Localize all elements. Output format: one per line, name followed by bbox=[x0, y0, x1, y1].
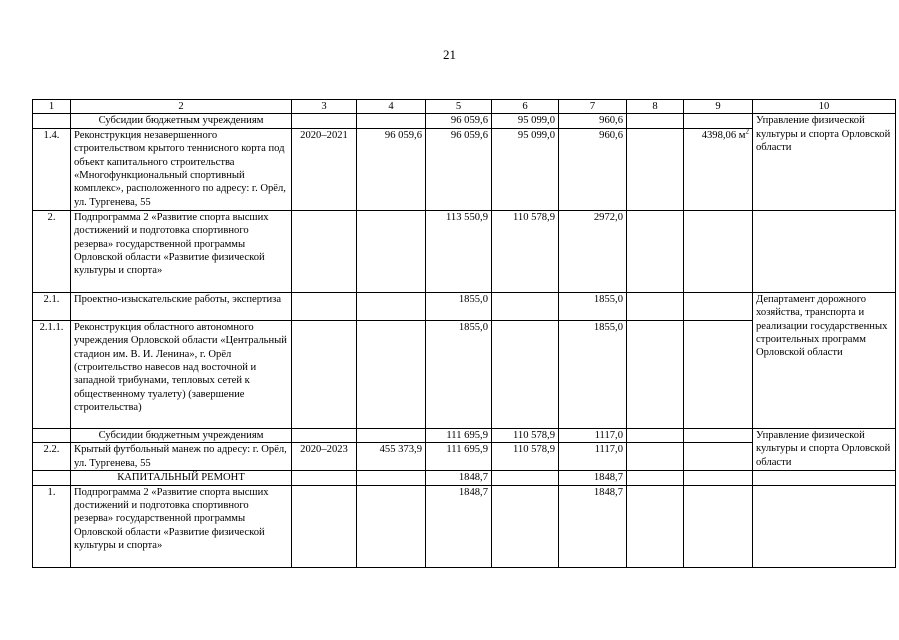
table-row bbox=[33, 114, 896, 128]
row-col6 bbox=[492, 485, 559, 567]
row-col7: 1855,0 bbox=[559, 292, 627, 320]
header-cell: 9 bbox=[684, 100, 753, 114]
row-name: Реконструкция незавершенного строительством крытого теннисного корта под объект капитального строительства «Многофункциональный спортивный комплекс», расположенного по адресу: г. Орёл, ул. Тургенева, 55 bbox=[71, 128, 292, 210]
header-cell: 4 bbox=[357, 100, 426, 114]
area-unit-power: 2 bbox=[745, 128, 749, 136]
row-col6: 95 099,0 bbox=[492, 114, 559, 128]
row-name: Крытый футбольный манеж по адресу: г. Орёл, ул. Тургенева, 55 bbox=[71, 443, 292, 471]
header-cell: 2 bbox=[71, 100, 292, 114]
row-period: 2020–2023 bbox=[292, 443, 357, 471]
row-name: Подпрограмма 2 «Развитие спорта высших достижений и подготовка спортивного резерва» государственной программы Орловской области «Развитие физической культуры и спорта» bbox=[71, 485, 292, 567]
row-col7: 960,6 bbox=[559, 114, 627, 128]
row-col8 bbox=[627, 428, 684, 442]
table-row bbox=[33, 485, 896, 567]
row-total bbox=[357, 114, 426, 128]
row-col10 bbox=[753, 210, 896, 292]
row-col8 bbox=[627, 471, 684, 485]
row-col5: 1848,7 bbox=[426, 485, 492, 567]
budget-table bbox=[32, 99, 896, 568]
row-period bbox=[292, 114, 357, 128]
row-name: Подпрограмма 2 «Развитие спорта высших достижений и подготовка спортивного резерва» государственной программы Орловской области «Развитие физической культуры и спорта» bbox=[71, 210, 292, 292]
row-col10 bbox=[753, 471, 896, 485]
row-col9 bbox=[684, 292, 753, 320]
row-col6 bbox=[492, 471, 559, 485]
row-col9 bbox=[684, 443, 753, 471]
row-total bbox=[357, 428, 426, 442]
row-col5: 113 550,9 bbox=[426, 210, 492, 292]
row-col7: 1117,0 bbox=[559, 428, 627, 442]
header-cell: 3 bbox=[292, 100, 357, 114]
row-col7: 1117,0 bbox=[559, 443, 627, 471]
row-number: 1.4. bbox=[33, 128, 71, 210]
row-col5: 111 695,9 bbox=[426, 443, 492, 471]
row-period bbox=[292, 485, 357, 567]
header-cell: 5 bbox=[426, 100, 492, 114]
row-col7: 2972,0 bbox=[559, 210, 627, 292]
row-col5: 96 059,6 bbox=[426, 114, 492, 128]
row-col6 bbox=[492, 292, 559, 320]
row-col6: 95 099,0 bbox=[492, 128, 559, 210]
row-col5: 1855,0 bbox=[426, 292, 492, 320]
table-row bbox=[33, 471, 896, 485]
row-period bbox=[292, 320, 357, 428]
row-col9 bbox=[684, 320, 753, 428]
row-period: 2020–2021 bbox=[292, 128, 357, 210]
row-number bbox=[33, 471, 71, 485]
row-number: 2.1.1. bbox=[33, 320, 71, 428]
row-total bbox=[357, 210, 426, 292]
row-col7: 960,6 bbox=[559, 128, 627, 210]
row-col6: 110 578,9 bbox=[492, 428, 559, 442]
row-name: Реконструкция областного автономного учреждения Орловской области «Центральный стадион им. В. И. Ленина», г. Орёл (строительство навесов над восточной и западной трибунами, тепловых сетей к общественному туалету) (завершение строительства) bbox=[71, 320, 292, 428]
row-name: Субсидии бюджетным учреждениям bbox=[71, 114, 292, 128]
row-col7: 1848,7 bbox=[559, 471, 627, 485]
row-col9 bbox=[684, 485, 753, 567]
row-area bbox=[684, 128, 753, 210]
table-row bbox=[33, 428, 896, 442]
responsible-organization: Управление физической культуры и спорта Орловской области bbox=[753, 114, 896, 210]
row-total bbox=[357, 485, 426, 567]
row-number: 2. bbox=[33, 210, 71, 292]
table-row bbox=[33, 210, 896, 292]
responsible-organization: Департамент дорожного хозяйства, транспорта и реализации государственных строительных программ Орловской области bbox=[753, 292, 896, 428]
row-total bbox=[357, 471, 426, 485]
row-col6: 110 578,9 bbox=[492, 210, 559, 292]
row-total: 96 059,6 bbox=[357, 128, 426, 210]
table-row bbox=[33, 292, 896, 320]
row-col8 bbox=[627, 114, 684, 128]
row-total bbox=[357, 292, 426, 320]
row-col8 bbox=[627, 128, 684, 210]
row-col9 bbox=[684, 471, 753, 485]
row-col5: 1848,7 bbox=[426, 471, 492, 485]
row-col8 bbox=[627, 320, 684, 428]
header-cell: 1 bbox=[33, 100, 71, 114]
row-period bbox=[292, 292, 357, 320]
row-name: Проектно-изыскательские работы, экспертиза bbox=[71, 292, 292, 320]
row-col9 bbox=[684, 428, 753, 442]
row-col5: 1855,0 bbox=[426, 320, 492, 428]
row-col9 bbox=[684, 210, 753, 292]
row-period bbox=[292, 428, 357, 442]
header-cell: 6 bbox=[492, 100, 559, 114]
header-cell: 7 bbox=[559, 100, 627, 114]
header-cell: 10 bbox=[753, 100, 896, 114]
area-value: 4398,06 м bbox=[701, 129, 746, 141]
header-row bbox=[33, 100, 896, 114]
section-heading: КАПИТАЛЬНЫЙ РЕМОНТ bbox=[71, 471, 292, 485]
row-col8 bbox=[627, 210, 684, 292]
responsible-organization: Управление физической культуры и спорта Орловской области bbox=[753, 428, 896, 470]
row-col5: 96 059,6 bbox=[426, 128, 492, 210]
row-number: 1. bbox=[33, 485, 71, 567]
row-col7: 1855,0 bbox=[559, 320, 627, 428]
page-number: 21 bbox=[443, 47, 456, 62]
row-col5: 111 695,9 bbox=[426, 428, 492, 442]
row-number bbox=[33, 114, 71, 128]
row-col6: 110 578,9 bbox=[492, 443, 559, 471]
row-col8 bbox=[627, 443, 684, 471]
row-col8 bbox=[627, 292, 684, 320]
row-period bbox=[292, 210, 357, 292]
row-number bbox=[33, 428, 71, 442]
row-total bbox=[357, 320, 426, 428]
row-name: Субсидии бюджетным учреждениям bbox=[71, 428, 292, 442]
row-col10 bbox=[753, 485, 896, 567]
row-number: 2.1. bbox=[33, 292, 71, 320]
header-cell: 8 bbox=[627, 100, 684, 114]
row-total: 455 373,9 bbox=[357, 443, 426, 471]
row-col6 bbox=[492, 320, 559, 428]
row-col8 bbox=[627, 485, 684, 567]
row-number: 2.2. bbox=[33, 443, 71, 471]
row-col7: 1848,7 bbox=[559, 485, 627, 567]
row-period bbox=[292, 471, 357, 485]
row-col9 bbox=[684, 114, 753, 128]
